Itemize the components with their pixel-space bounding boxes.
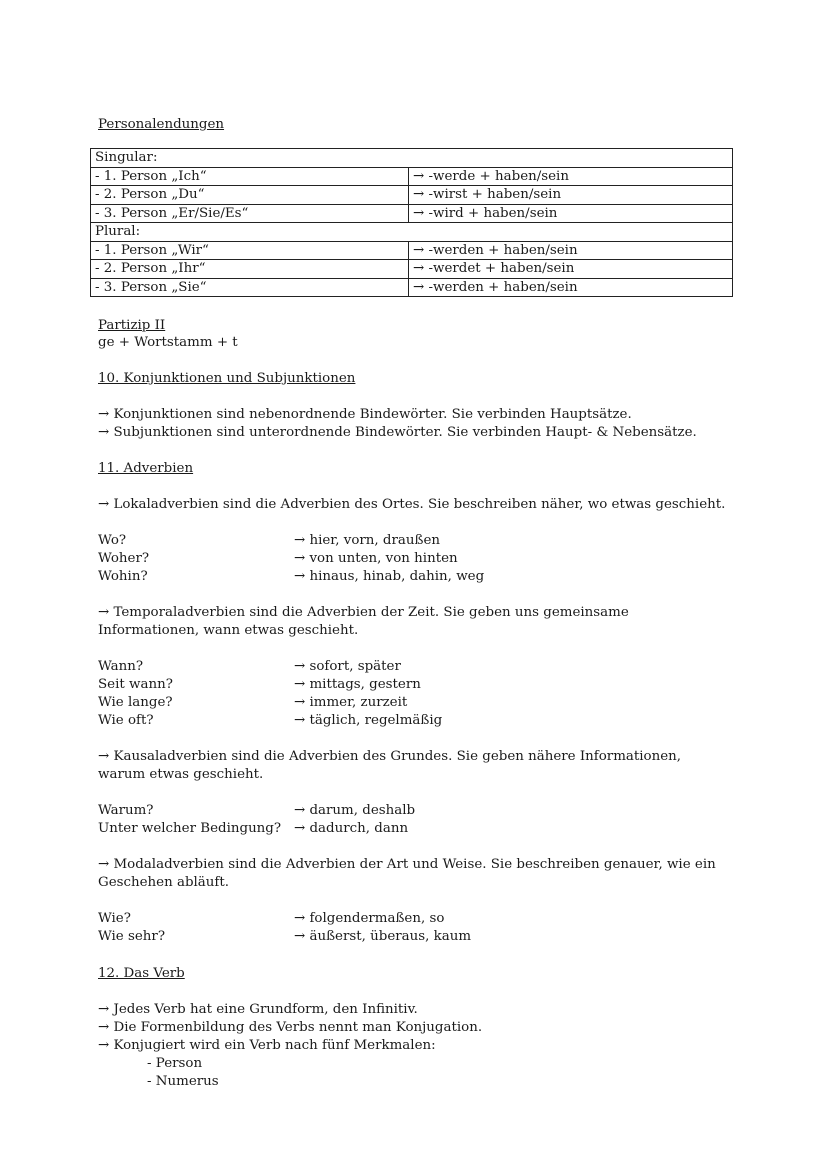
answer-text: → hier, vorn, draußen [294, 533, 440, 548]
question-label: Seit wann? [98, 677, 173, 692]
table-row [91, 167, 733, 186]
answer-text: → sofort, später [294, 659, 401, 674]
table-group-label: Singular: [91, 149, 733, 168]
table-ending-cell: → -wirst + haben/sein [409, 186, 733, 205]
table-person-cell: - 3. Person „Er/Sie/Es“ [91, 204, 409, 223]
temporal-intro-continued: Informationen, wann etwas geschieht. [98, 623, 359, 638]
verb-facts-list [98, 1001, 482, 1091]
personalendungen-heading: Personalendungen [98, 117, 225, 132]
table-row [91, 241, 733, 260]
section-10-line: → Konjunktionen sind nebenordnende Bindewörter. Sie verbinden Hauptsätze. [98, 407, 632, 422]
question-label: Wie lange? [98, 695, 173, 710]
table-person-cell: - 3. Person „Sie“ [91, 278, 409, 297]
question-label: Wohin? [98, 569, 148, 584]
list-item: → Konjugiert wird ein Verb nach fünf Merkmalen: [98, 1038, 436, 1053]
answer-text: → dadurch, dann [294, 821, 409, 836]
section-10-line: → Subjunktionen sind unterordnende Bindewörter. Sie verbinden Haupt- & Nebensätze. [98, 425, 697, 440]
answer-text: → immer, zurzeit [294, 695, 408, 710]
kausal-intro: → Kausaladverbien sind die Adverbien des Grundes. Sie geben nähere Informationen, [98, 749, 682, 764]
table-person-cell: - 1. Person „Wir“ [91, 241, 409, 260]
table-person-cell: - 2. Person „Ihr“ [91, 260, 409, 279]
question-label: Warum? [98, 803, 154, 818]
table-row [91, 186, 733, 205]
temporal-intro: → Temporaladverbien sind die Adverbien der Zeit. Sie geben uns gemeinsame [98, 605, 629, 620]
lokal-intro: → Lokaladverbien sind die Adverbien des Ortes. Sie beschreiben näher, wo etwas geschieht. [98, 497, 726, 512]
question-label: Wie oft? [98, 713, 154, 728]
table-ending-cell: → -werde + haben/sein [409, 167, 733, 186]
list-item: → Die Formenbildung des Verbs nennt man Konjugation. [98, 1020, 483, 1035]
table-ending-cell: → -werden + haben/sein [409, 241, 733, 260]
table-row [91, 278, 733, 297]
personal-endings-table [90, 148, 733, 297]
question-label: Wo? [98, 533, 127, 548]
answer-text: → folgendermaßen, so [294, 911, 445, 926]
answer-text: → von unten, von hinten [294, 551, 458, 566]
table-ending-cell: → -werden + haben/sein [409, 278, 733, 297]
answer-text: → täglich, regelmäßig [294, 713, 443, 728]
feature-item: - Numerus [147, 1074, 219, 1089]
question-label: Woher? [98, 551, 150, 566]
modal-intro: → Modaladverbien sind die Adverbien der Art und Weise. Sie beschreiben genauer, wie ein [98, 857, 716, 872]
table-row [91, 204, 733, 223]
partizip-formula: ge + Wortstamm + t [98, 335, 238, 350]
list-item: → Jedes Verb hat eine Grundform, den Infinitiv. [98, 1002, 418, 1017]
table-group-label: Plural: [91, 223, 733, 242]
answer-text: → darum, deshalb [294, 803, 416, 818]
question-label: Unter welcher Bedingung? [98, 821, 282, 836]
table-person-cell: - 1. Person „Ich“ [91, 167, 409, 186]
table-ending-cell: → -wird + haben/sein [409, 204, 733, 223]
kausal-intro-continued: warum etwas geschieht. [98, 767, 264, 782]
section-12-heading: 12. Das Verb [98, 966, 185, 981]
partizip-heading: Partizip II [98, 318, 166, 333]
section-10-heading: 10. Konjunktionen und Subjunktionen [98, 371, 356, 386]
section-11-heading: 11. Adverbien [98, 461, 194, 476]
table-row [91, 149, 733, 168]
question-label: Wie? [98, 911, 131, 926]
answer-text: → mittags, gestern [294, 677, 421, 692]
question-label: Wie sehr? [98, 929, 165, 944]
feature-item: - Person [147, 1056, 203, 1071]
table-row [91, 223, 733, 242]
modal-intro-continued: Geschehen abläuft. [98, 875, 230, 890]
question-label: Wann? [98, 659, 144, 674]
answer-text: → hinaus, hinab, dahin, weg [294, 569, 485, 584]
table-ending-cell: → -werdet + haben/sein [409, 260, 733, 279]
table-person-cell: - 2. Person „Du“ [91, 186, 409, 205]
answer-text: → äußerst, überaus, kaum [294, 929, 472, 944]
table-row [91, 260, 733, 279]
